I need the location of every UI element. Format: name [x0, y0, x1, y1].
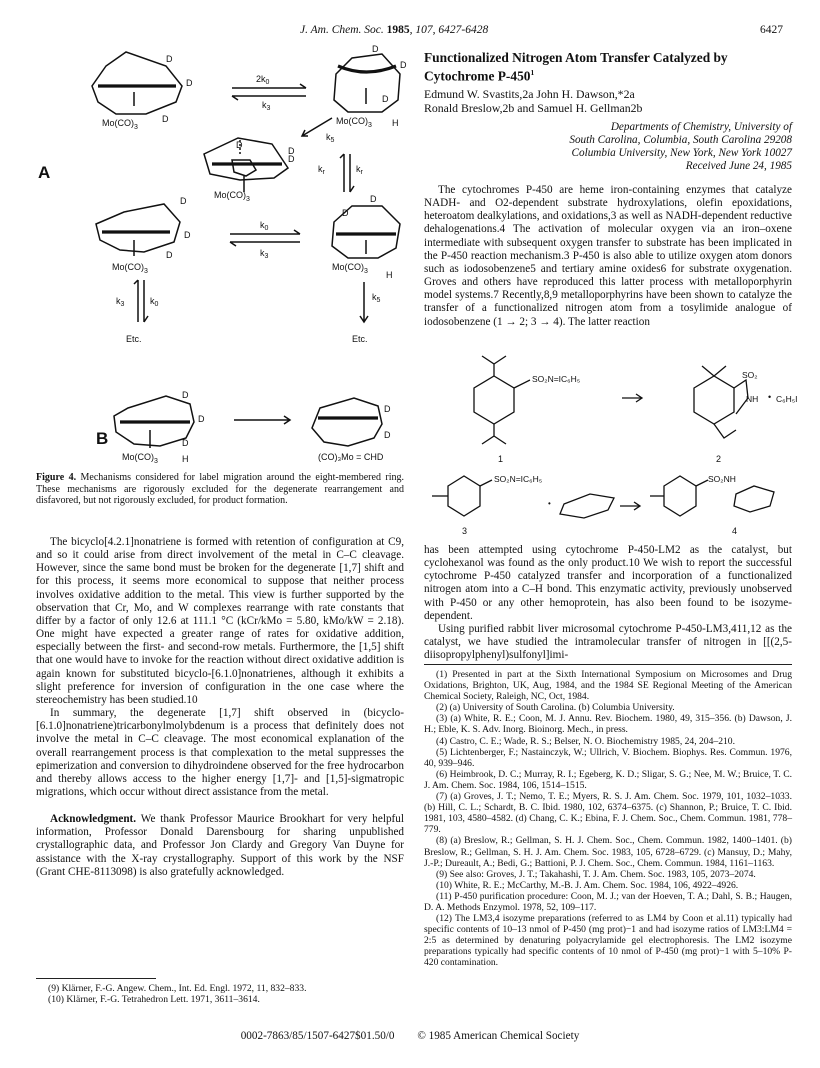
svg-text:SO₂N=IC₆H₅: SO₂N=IC₆H₅ [532, 374, 581, 384]
cyclohexane [548, 494, 614, 518]
etc-left: Etc. [126, 334, 142, 344]
svg-text:H: H [392, 118, 399, 128]
reaction-arrow-2 [620, 502, 640, 510]
svg-text:SO₂NH: SO₂NH [708, 474, 736, 484]
svg-text:D: D [166, 250, 173, 260]
mo-carbene-label: (CO)₃Mo = CHD [318, 452, 384, 462]
article-title: Functionalized Nitrogen Atom Transfer Catalyzed by Cytochrome $P-450^1$ [424, 50, 728, 84]
svg-text:kr: $k_r$ [318, 164, 325, 176]
paragraph: The cytochromes P-450 are heme iron-containing enzymes that catalyze NADH- and O2-dependent substrate hydroxylations, olefin epoxidations, heteroatom dealkylations, and oxidations,3 as well as NADH-dependent reductive dehalogenations.4 The activation of molecular oxygen via an iron–oxene intermediate with subsequent oxygen transfer to substrate has been implicated in the P-450 reaction mechanism.3 P-450 is also able to utilize oxygen atom donors such as iodosobenzene5 and tertiary amine oxides6 for substrate oxygenation. Groves and others have reproduced this latter process with metalloporphyrin model systems.7 Recently,8,9 metalloporphyrins have been shown to catalyze the transfer of a functionalized nitrogen atom from a tosylimide analogue of iodosobenzene (1 → 2; 3 → 4). The latter reaction [424, 184, 792, 328]
k3-k0-arrows [116, 280, 159, 344]
svg-text:Mo(CO)3: $Mo(CO)_3$ [112, 262, 148, 275]
reference: (8) (a) Breslow, R.; Gellman, S. H. J. Chem. Soc., Chem. Commun. 1982, 1400–1401. (b) Breslow, R.; Gellman, S. H. J. Am. Chem. Soc. 1983, 105, 6728–6729. (c) Mansuy, D.; Mahy, J.-P.; Dureault, A.; Bedi, G.; Battioni, P. J. Chem. Soc., Chem. Commun. 1984, 1161–1163. [424, 835, 792, 869]
svg-text:SO₂N=IC₆H₅: SO₂N=IC₆H₅ [494, 474, 543, 484]
structure-a5 [332, 194, 400, 280]
reference: (5) Lichtenberger, F.; Nastainczyk, W.; Ullrich, V. Biochem. Biophys. Res. Commun. 1976, 40, 939–946. [424, 746, 792, 769]
paragraph: The bicyclo[4.2.1]nonatriene is formed with retention of configuration at C9, and so it could arise from direct involvement of the metal in C–C cleavage. However, since the same bond must be broken for the degenerate [1,7] shift and for this process, it seems more economical to suppose that neither process involves oxidative addition to the metal. This view is further supported by the observation that Cr, Mo, and W complexes rearrange with rate constants that differ by a factor of only 12.6 at 111.1 °C (kCr/kMo = 5.80, kMo/kW = 2.18). One might have expected a greater range of rates for oxidative addition, especially between the first- and second-row metals. Furthermore, the [1,5] shift that one would have to invoke for the reaction without direct oxidative addition is again known for substituted bicyclo-[6.1.0]nonatrienes, although it exhibits a slight preference for inversion of configuration in the one case where the stereochemistry has been studied.10 [36, 536, 404, 706]
k5-down-arrow [352, 282, 381, 344]
svg-text:kr: $k_r$ [356, 164, 363, 176]
svg-text:D: D [166, 54, 173, 64]
kr-arrows [318, 154, 364, 192]
svg-text:k0: $k_0$ [150, 296, 159, 308]
svg-text:D: D [182, 438, 189, 448]
svg-text:•: • [548, 499, 551, 508]
page-footer [0, 1030, 820, 1042]
svg-text:1: 1 [498, 454, 504, 464]
article-header [424, 50, 792, 173]
structure-a2 [334, 44, 407, 129]
svg-text:D: D [180, 196, 187, 206]
paragraph: In summary, the degenerate [1,7] shift observed in (bicyclo-[6.1.0]nonatriene)tricarbonylmolybdenum is a process that definitely does not involve the metal in C–C cleavage. The most economical explanation of the overall rearrangement process is that complexation to the metal suppresses the epimerization and conversion to dihydroindene observed for the free hydrocarbon and thereby allows access to the higher energy [1,7]- and [1,5]-sigmatropic migrations, which occur without direct assistance from the metal. [36, 707, 404, 798]
right-column-intro [424, 184, 792, 329]
reference: (4) Castro, C. E.; Wade, R. S.; Belser, N. O. Biochemistry 1985, 24, 204–210. [436, 735, 735, 747]
svg-text:D: D [400, 60, 407, 70]
svg-text:k3: $k_3$ [260, 248, 269, 260]
journal-citation: J. Am. Chem. Soc. 1985, 107, 6427-6428 [300, 24, 489, 36]
compound-2 [694, 366, 798, 464]
acknowledgment: Acknowledgment. We thank Professor Maurice Brookhart for very helpful information, Professor Donald Darensbourg for sharing unpublished crystallographic data, and Professor Jon Clardy and Gregory Van Duyne for assistance with the X-ray crystallography. Support of this work by the NSF (Grant CHE-8113098) is also gratefully acknowledged. [36, 813, 404, 878]
svg-text:2: 2 [716, 454, 722, 464]
reference: (11) P-450 purification procedure: Coon, M. J.; van der Hoeven, T. A.; Dahl, S. B.; Haugen, D. A. Methods Enzymol. 1978, 52, 109–117. [424, 890, 792, 913]
svg-text:D: D [384, 404, 391, 414]
svg-text:C₆H₅I: C₆H₅I [776, 394, 798, 404]
svg-text:Mo(CO)3: $Mo(CO)_3$ [102, 118, 138, 131]
equilibrium-arrows-2 [230, 220, 300, 260]
svg-text:D: D [182, 390, 189, 400]
svg-text:Mo(CO)3: $Mo(CO)_3$ [122, 452, 158, 465]
svg-text:D: D [382, 94, 389, 104]
reference: (10) Klärner, F.-G. Tetrahedron Lett. 1971, 3611–3614. [48, 994, 260, 1006]
reference: (1) Presented in part at the Sixth International Symposium on Microsomes and Drug Oxidations, Brighton, UK, Aug, 1984, and the 1984 SE Regional Meeting of the American Chemical Society, Raleigh, NC, Oct, 1984. [424, 669, 792, 703]
footnote-divider [424, 664, 792, 665]
svg-text:k5: $k_5$ [372, 292, 381, 304]
compound-4 [650, 474, 774, 536]
svg-text:3: 3 [462, 526, 468, 536]
reference: (10) White, R. E.; McCarthy, M.-B. J. Am. Chem. Soc. 1984, 106, 4922–4926. [436, 879, 739, 891]
right-column-continued [424, 544, 792, 662]
svg-text:D: D [384, 430, 391, 440]
reaction-arrow-1 [622, 394, 642, 402]
compound-3 [432, 474, 542, 536]
svg-text:D: D [162, 114, 169, 124]
reference: (7) (a) Groves, J. T.; Nemo, T. E.; Myers, R. S. J. Am. Chem. Soc. 1979, 101, 1032–1033. (b) Hill, C. L.; Schardt, B. C. Ibid. 1980, 102, 6374–6375. (c) Shannon, P.; Bruice, T. C. Ibid. 1981, 103, 4580–4582. (d) Chang, C. K.; Ebina, F. J. Chem. Soc., Chem. Commun. 1981, 778–779. [424, 791, 792, 836]
compound-1 [474, 356, 580, 464]
reference: (6) Heimbrook, D. C.; Murray, R. I.; Egeberg, K. D.; Sligar, S. G.; Nee, M. W.; Bruice, T. C. J. Am. Chem. Soc. 1984, 106, 1514–1515. [424, 768, 792, 791]
svg-text:k5: $k_5$ [326, 132, 335, 144]
svg-text:H: H [386, 270, 393, 280]
svg-text:Mo(CO)3: $Mo(CO)_3$ [336, 116, 372, 129]
svg-text:D: D [186, 78, 193, 88]
svg-text:D: D [288, 154, 295, 164]
reaction-scheme [424, 358, 798, 538]
svg-text:Mo(CO)3: $Mo(CO)_3$ [214, 190, 250, 203]
svg-text:D: D [288, 146, 295, 156]
paragraph: Using purified rabbit liver microsomal cytochrome P-450-LM3,411,12 as the catalyst, we have studied the intramolecular transfer of nitrogen in [[(2,5-diisopropylphenyl)sulfonyl]imi- [424, 622, 792, 662]
structure-b2 [312, 398, 391, 462]
structure-a3 [204, 138, 295, 203]
svg-text:4: 4 [732, 526, 738, 536]
svg-text:2k0: $2k_0$ [256, 74, 270, 86]
article-code: 0002-7863/85/1507-6427$01.50/0 [240, 1030, 395, 1042]
reference: (12) The LM3,4 isozyme preparations (referred to as LM4 by Coon et al.11) typically had specific contents of 10–13 nmol of P-450 (mg prot)−1 and had isozyme ratios of LM3:LM4 = 2:5 as determined by denaturing polyacrylamide gel electrophoresis. The LM2 isozyme preparations typically had specific contents of 10 nmol of P-450 (mg prot)−1 with 5–10% P-420 contamination. [424, 913, 792, 969]
svg-text:D: D [342, 208, 349, 218]
panel-b-arrow [234, 416, 290, 424]
etc-right: Etc. [352, 334, 368, 344]
left-column-body [36, 536, 404, 879]
page-number: 6427 [760, 24, 783, 36]
structure-a1 [92, 52, 193, 131]
svg-text:D: D [236, 140, 243, 150]
svg-text:k3: $k_3$ [262, 100, 271, 112]
svg-text:Mo(CO)3: $Mo(CO)_3$ [332, 262, 368, 275]
panel-b-label: B [96, 429, 109, 448]
svg-text:NH: NH [746, 394, 759, 404]
structure-b1 [114, 390, 205, 465]
left-references [36, 983, 404, 1005]
author-list: Edmund W. Svastits,2a John H. Dawson,*2a Ronald Breslow,2b and Samuel H. Gellman2b [424, 87, 643, 116]
svg-text:•: • [768, 392, 772, 402]
svg-text:H: H [182, 454, 189, 464]
reference: (3) (a) White, R. E.; Coon, M. J. Annu. Rev. Biochem. 1980, 49, 315–356. (b) Dawson, J. H.; Eble, K. S. Adv. Inorg. Bioinorg. Mech., in press. [424, 713, 792, 736]
svg-text:D: D [198, 414, 205, 424]
equilibrium-arrows-1 [232, 74, 306, 112]
footnote-divider [36, 978, 156, 979]
paragraph: has been attempted using cytochrome P-450-LM2 as the catalyst, but cyclohexanol was found as the only product.10 We wish to report the successful cytochrome P-450 catalyzed transfer and incorporation of a functionalized nitrogen atom into a C–H bond. This enzymatic activity, previously unobserved with P-450 or any other hemoprotein, has also been found to be isozyme-dependent. [424, 544, 792, 622]
figure-caption: Figure 4. Mechanisms considered for label migration around the eight-membered ring. These mechanisms are rigorously excluded for the degenerate rearrangement and disfavored, but not rigorously excluded, for product formation. [36, 472, 404, 507]
structure-a4 [96, 196, 191, 275]
figure-4-scheme [36, 44, 406, 464]
panel-a-label: A [38, 163, 51, 182]
svg-text:D: D [372, 44, 379, 54]
reference: (9) Klärner, F.-G. Angew. Chem., Int. Ed. Engl. 1972, 11, 832–833. [48, 983, 307, 994]
svg-text:SO₂: SO₂ [742, 370, 758, 380]
svg-text:k0: $k_0$ [260, 220, 269, 232]
affiliations: Departments of Chemistry, University of South Carolina, Columbia, South Carolina 29208 Columbia University, New York, New York 10027 Received June 24, 1985 [569, 121, 792, 173]
svg-text:D: D [370, 194, 377, 204]
svg-text:k3: $k_3$ [116, 296, 125, 308]
reference: (2) (a) University of South Carolina. (b) Columbia University. [436, 702, 675, 714]
copyright: © 1985 American Chemical Society [417, 1030, 580, 1042]
right-references [424, 669, 792, 969]
reference: (9) See also: Groves, J. T.; Takahashi, T. J. Am. Chem. Soc. 1983, 105, 2073–2074. [436, 868, 756, 880]
svg-text:D: D [184, 230, 191, 240]
k5-arrow [302, 118, 335, 144]
